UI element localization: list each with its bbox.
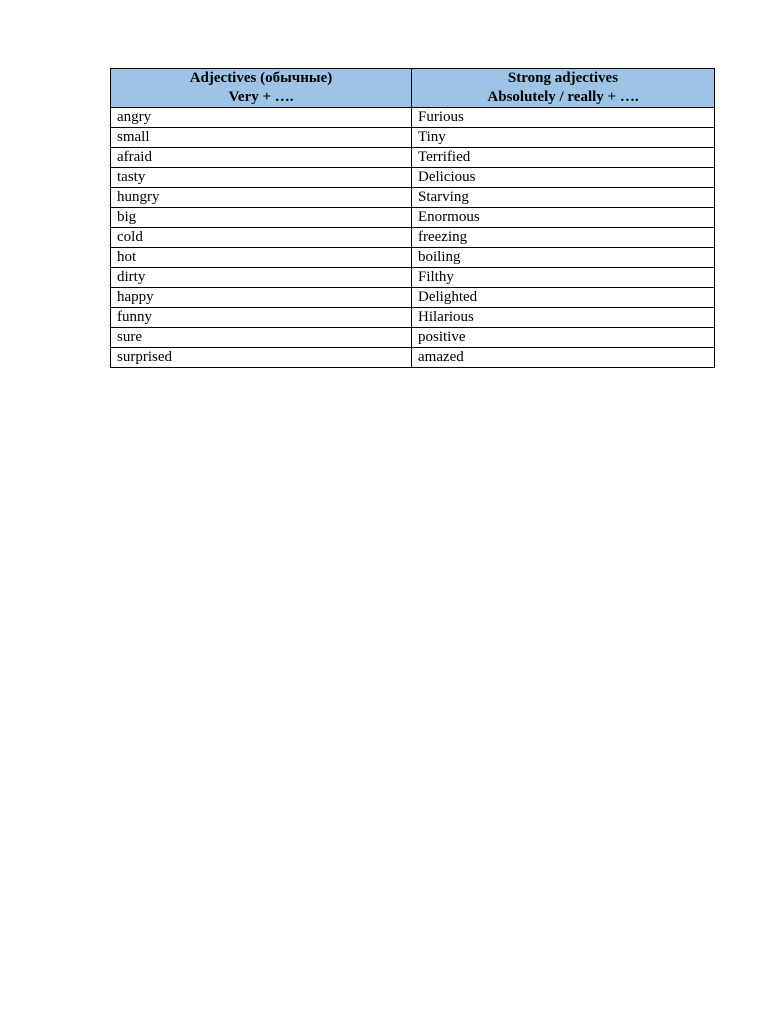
table-row — [111, 288, 715, 308]
strong-adjective-cell: Starving — [412, 188, 715, 208]
table-row — [111, 348, 715, 368]
table-row — [111, 168, 715, 188]
table-header — [111, 69, 715, 108]
header-row — [111, 69, 715, 108]
header-strong-modifier: Absolutely / really + …. — [487, 89, 639, 105]
header-strong-adjectives — [412, 69, 715, 108]
table-body — [111, 108, 715, 368]
table-row — [111, 188, 715, 208]
strong-adjective-cell: positive — [412, 328, 715, 348]
strong-adjective-cell: Furious — [412, 108, 715, 128]
ordinary-adjective-cell: dirty — [111, 268, 412, 288]
strong-adjective-cell: Terrified — [412, 148, 715, 168]
ordinary-adjective-cell: tasty — [111, 168, 412, 188]
ordinary-adjective-cell: hungry — [111, 188, 412, 208]
table-row — [111, 248, 715, 268]
header-ordinary-modifier: Very + …. — [228, 89, 294, 105]
table-row — [111, 208, 715, 228]
ordinary-adjective-cell: angry — [111, 108, 412, 128]
ordinary-adjective-cell: hot — [111, 248, 412, 268]
table-row — [111, 148, 715, 168]
ordinary-adjective-cell: big — [111, 208, 412, 228]
adjectives-table — [110, 68, 715, 368]
table-row — [111, 228, 715, 248]
ordinary-adjective-cell: happy — [111, 288, 412, 308]
table-row — [111, 108, 715, 128]
ordinary-adjective-cell: sure — [111, 328, 412, 348]
ordinary-adjective-cell: afraid — [111, 148, 412, 168]
header-ordinary-adjectives — [111, 69, 412, 108]
strong-adjective-cell: Enormous — [412, 208, 715, 228]
strong-adjective-cell: Hilarious — [412, 308, 715, 328]
header-ordinary-title: Adjectives (обычные) — [189, 70, 333, 86]
strong-adjective-cell: Delicious — [412, 168, 715, 188]
ordinary-adjective-cell: funny — [111, 308, 412, 328]
strong-adjective-cell: freezing — [412, 228, 715, 248]
strong-adjective-cell: Delighted — [412, 288, 715, 308]
ordinary-adjective-cell: surprised — [111, 348, 412, 368]
table-row — [111, 328, 715, 348]
strong-adjective-cell: boiling — [412, 248, 715, 268]
ordinary-adjective-cell: small — [111, 128, 412, 148]
header-strong-title: Strong adjectives — [507, 70, 619, 86]
table-row — [111, 128, 715, 148]
table-row — [111, 268, 715, 288]
strong-adjective-cell: amazed — [412, 348, 715, 368]
strong-adjective-cell: Filthy — [412, 268, 715, 288]
table-row — [111, 308, 715, 328]
strong-adjective-cell: Tiny — [412, 128, 715, 148]
ordinary-adjective-cell: cold — [111, 228, 412, 248]
